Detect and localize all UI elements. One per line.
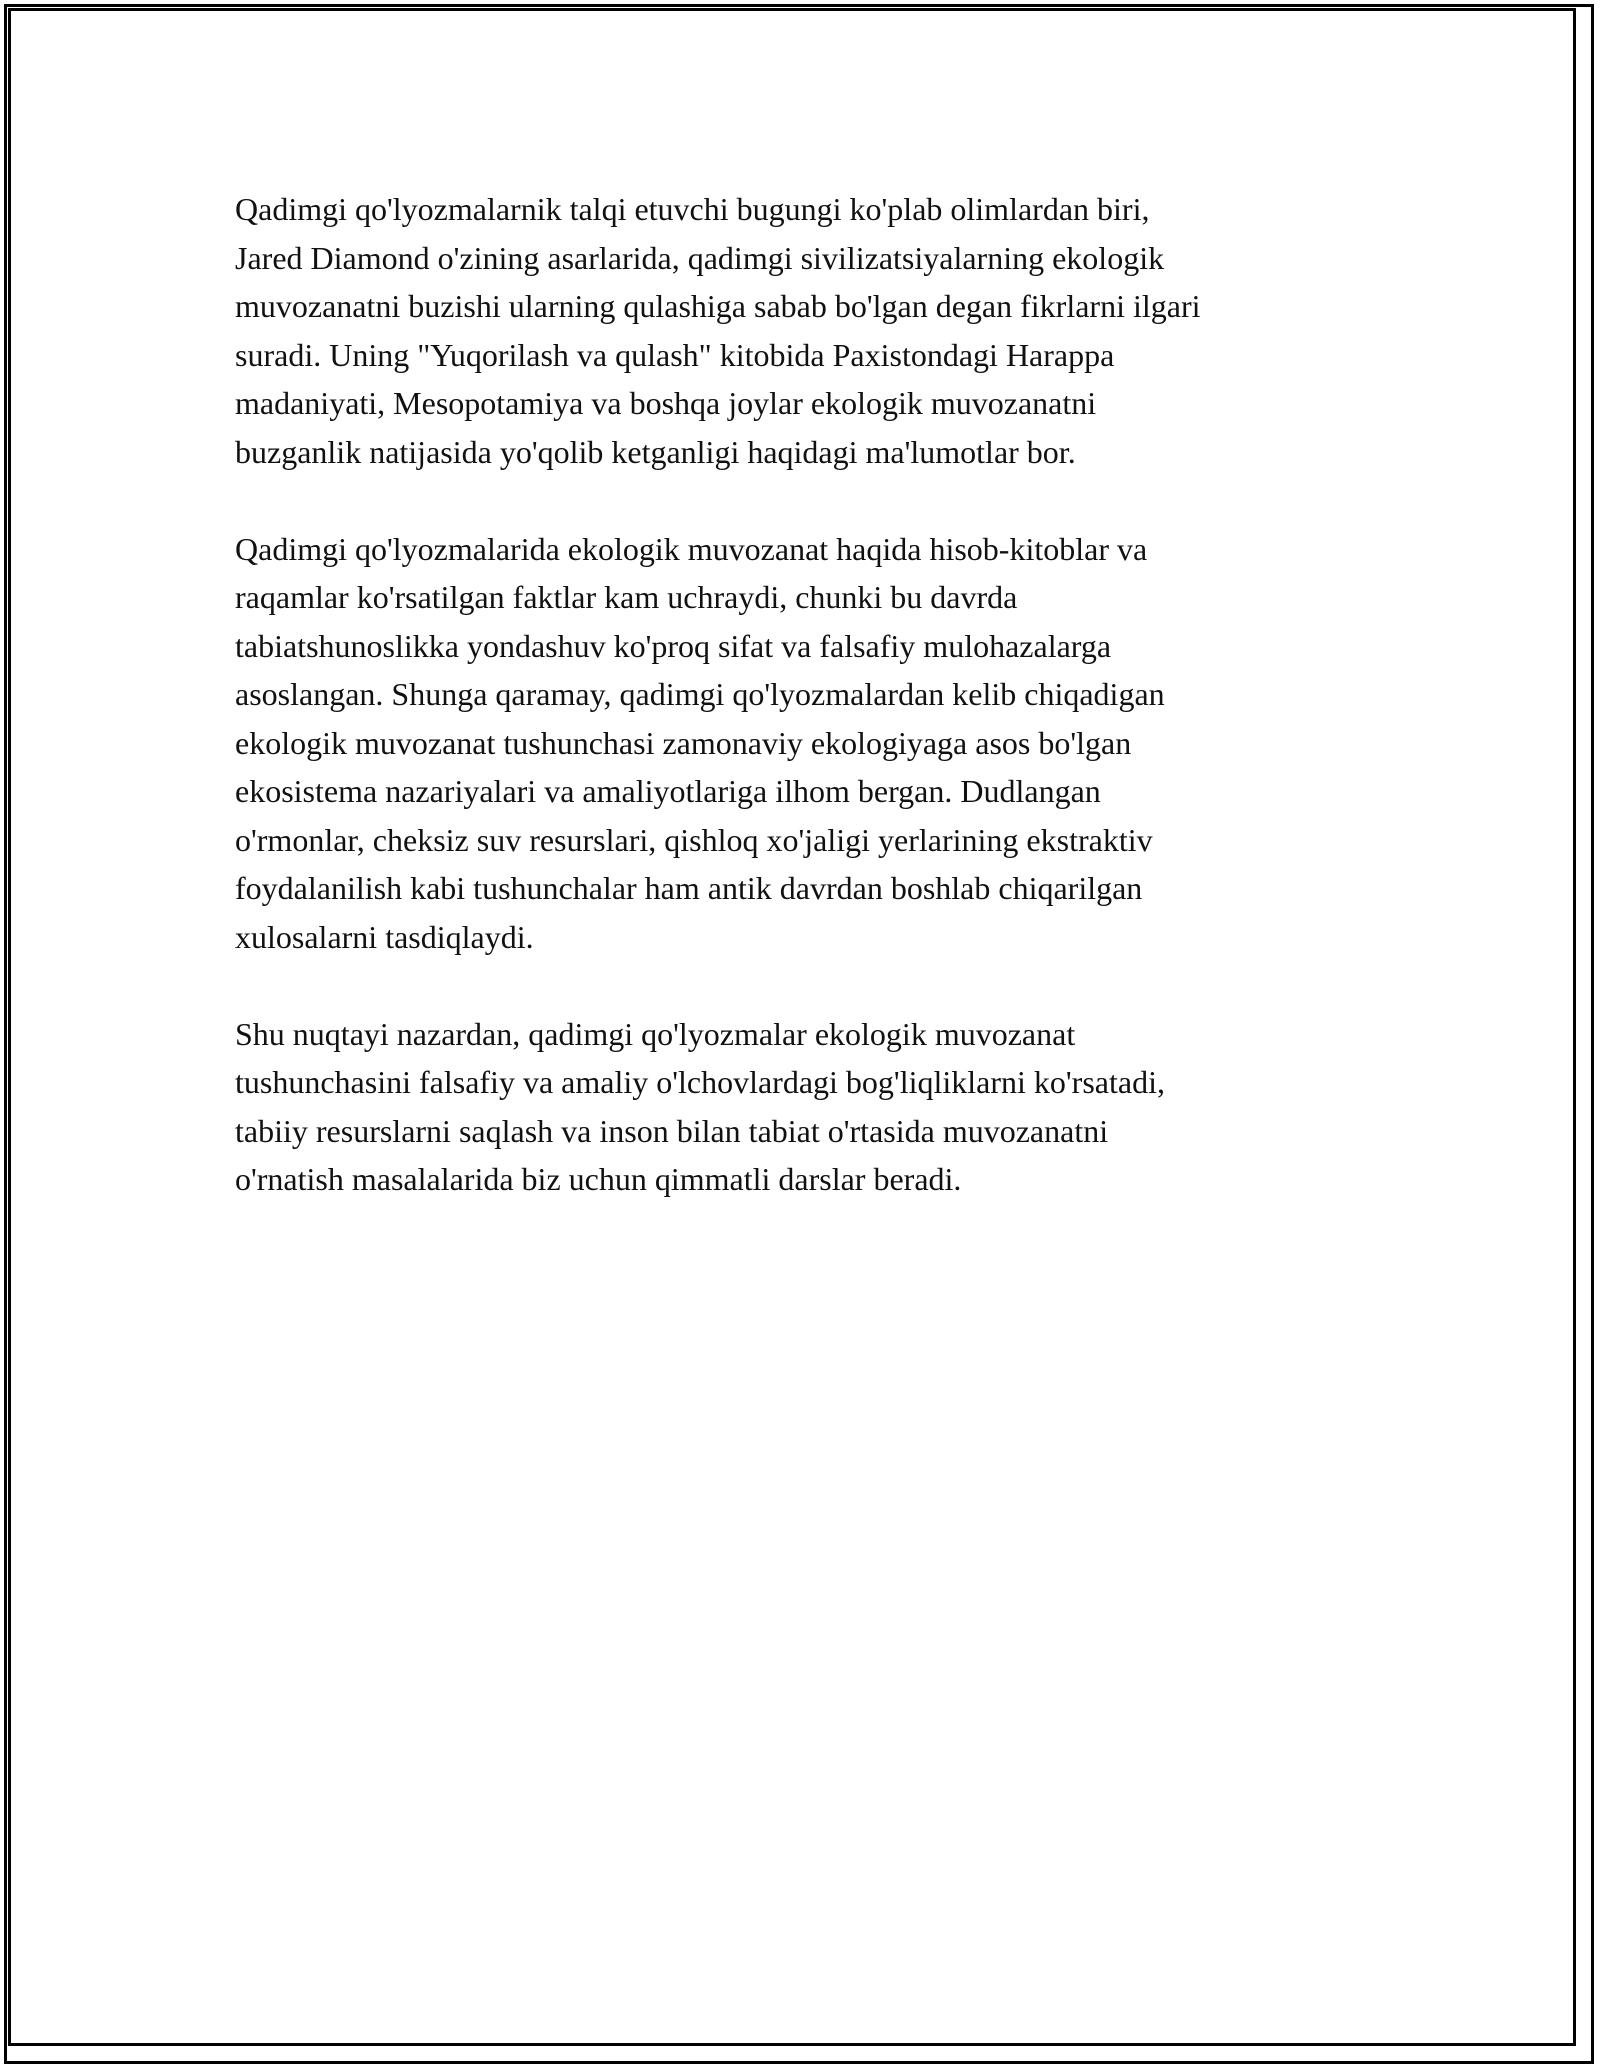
- text-line: madaniyati, Mesopotamiya va boshqa joylar ekologik muvozanatni: [235, 385, 1097, 421]
- text-line: foydalanilish kabi tushunchalar ham antik davrdan boshlab chiqarilgan: [235, 870, 1143, 906]
- text-line: Qadimgi qo'lyozmalarida ekologik muvozanat haqida hisob-kitoblar va: [235, 530, 1148, 567]
- paragraph-2: [235, 525, 1385, 962]
- text-line: Jared Diamond o'zining asarlarida, qadimgi sivilizatsiyalarning ekologik: [235, 239, 1165, 276]
- text-line: asoslangan. Shunga qaramay, qadimgi qo'lyozmalardan kelib chiqadigan: [235, 676, 1165, 712]
- text-line: buzganlik natijasida yo'qolib ketganligi haqidagi ma'lumotlar bor.: [235, 433, 1076, 470]
- text-line: Qadimgi qo'lyozmalarnik talqi etuvchi bugungi ko'plab olimlardan biri,: [235, 191, 1150, 227]
- text-line: o'rnatish masalalarida biz uchun qimmatli darslar beradi.: [235, 1161, 962, 1197]
- text-line: o'rmonlar, cheksiz suv resurslari, qishloq xo'jaligi yerlarining ekstraktiv: [235, 821, 1153, 858]
- document-body: [235, 185, 1385, 1252]
- paragraph-3: [235, 1010, 1385, 1204]
- text-line: ekosistema nazariyalari va amaliyotlariga ilhom bergan. Dudlangan: [235, 773, 1101, 809]
- text-line: raqamlar ko'rsatilgan faktlar kam uchraydi, chunki bu davrda: [235, 579, 1018, 615]
- text-line: tushunchasini falsafiy va amaliy o'lchovlardagi bog'liqliklarni ko'rsatadi,: [235, 1064, 1165, 1100]
- text-line: muvozanatni buzishi ularning qulashiga sabab bo'lgan degan fikrlarni ilgari: [235, 288, 1201, 324]
- text-line: ekologik muvozanat tushunchasi zamonaviy ekologiyaga asos bo'lgan: [235, 724, 1132, 761]
- text-line: suradi. Uning "Yuqorilash va qulash" kitobida Paxistondagi Harappa: [235, 336, 1115, 373]
- text-line: tabiiy resurslarni saqlash va inson bilan tabiat o'rtasida muvozanatni: [235, 1112, 1109, 1149]
- paragraph-1: [235, 185, 1385, 476]
- text-line: Shu nuqtayi nazardan, qadimgi qo'lyozmalar ekologik muvozanat: [235, 1015, 1076, 1052]
- text-line: xulosalarni tasdiqlaydi.: [235, 918, 534, 955]
- text-line: tabiatshunoslikka yondashuv ko'proq sifat va falsafiy mulohazalarga: [235, 627, 1112, 664]
